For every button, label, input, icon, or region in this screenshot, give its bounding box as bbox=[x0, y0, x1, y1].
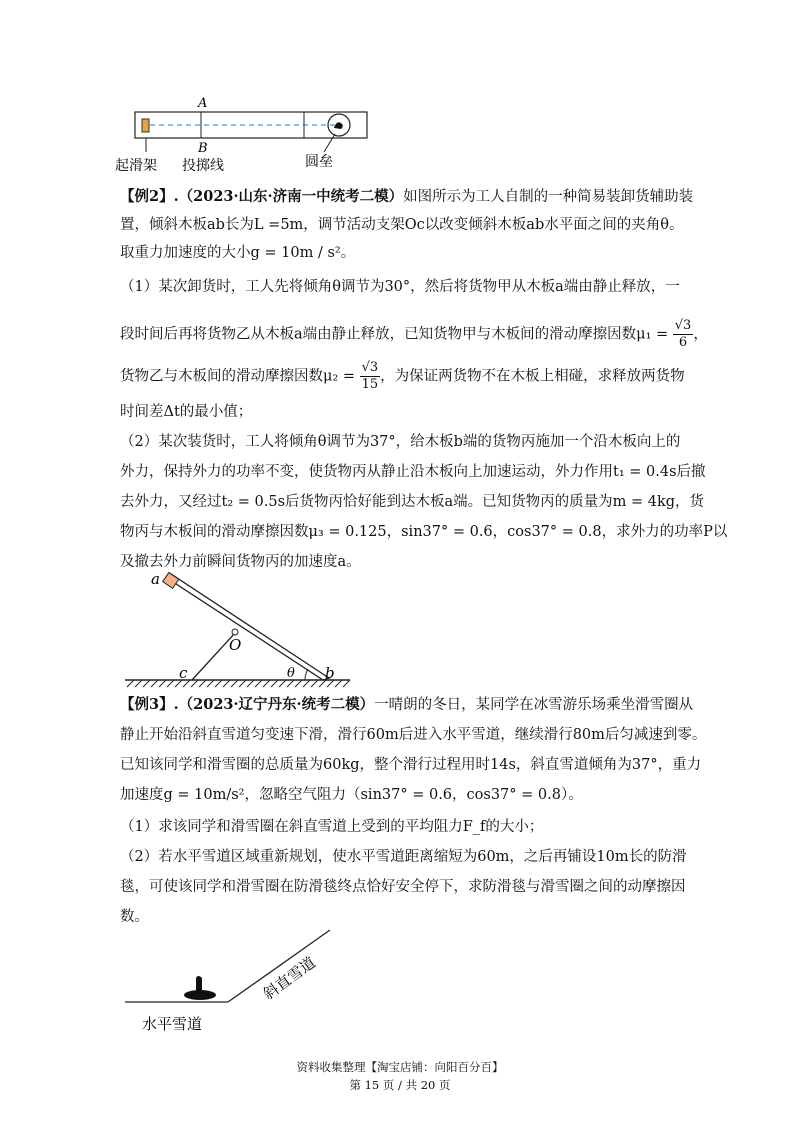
board-ab bbox=[167, 574, 329, 680]
figure-snow-track bbox=[120, 925, 360, 1045]
example-3-question-1: （1）求该同学和滑雪圈在斜直雪道上受到的平均阻力F_f的大小； bbox=[120, 819, 544, 835]
example-3-question-2-line-2: 毯，可使该同学和滑雪圈在防滑毯终点恰好安全停下，求防滑毯与滑雪圈之间的动摩擦因 bbox=[120, 879, 686, 895]
label-house: 圆垒 bbox=[305, 154, 333, 170]
example-3-line-1: 【例3】.（2023·辽宁丹东·统考二模）一晴朗的冬日，某同学在冰雪游乐场乘坐滑雪圈从 bbox=[120, 696, 694, 713]
example-2-p2-line-3: 去外力，又经过t₂ = 0.5s后货物丙恰好能到达木板a端。已知货物丙的质量为m = 4kg，货 bbox=[120, 494, 705, 510]
label-start-rack: 起滑架 bbox=[115, 158, 157, 174]
label-b: b bbox=[325, 664, 335, 682]
start-rack-mark bbox=[142, 119, 149, 132]
example-2-line-2: 置，倾斜木板ab长为L =5m，调节活动支架Oc以改变倾斜木板ab水平面之间的夹角θ。 bbox=[120, 217, 684, 233]
example-2-p2-line-1: （2）某次装货时，工人将倾角θ调节为37°，给木板b端的货物丙施加一个沿木板向上的 bbox=[120, 434, 681, 450]
example-2-p1-line-2: 段时间后再将货物乙从木板a端由静止释放，已知货物甲与木板间的滑动摩擦因数μ₁ = $\frac{√3}{6}$ ， bbox=[120, 318, 708, 350]
fraction-mu2: $\frac{√3}{15}$ bbox=[361, 360, 379, 392]
label-slope: 斜直雪道 bbox=[259, 953, 319, 1004]
example-3-line-2: 静止开始沿斜直雪道匀变速下滑，滑行60m后进入水平雪道，继续滑行80m后匀减速到零。 bbox=[120, 727, 707, 743]
curling-stone bbox=[334, 122, 343, 129]
rider-figure bbox=[196, 976, 202, 992]
example-3-question-2-line-3: 数。 bbox=[120, 909, 149, 925]
example-2-p1-line-3: 货物乙与木板间的滑动摩擦因数μ₂ = $\frac{√3}{15}$ ，为保证两货物不在木板上相碰，求释放两货物 bbox=[120, 360, 685, 392]
pivot-o bbox=[232, 629, 238, 635]
example-2-p2-line-4: 物丙与木板间的滑动摩擦因数μ₃ = 0.125，sin37° = 0.6，cos37° = 0.8，求外力的功率P以 bbox=[120, 524, 728, 540]
ground-hatching bbox=[127, 680, 350, 687]
footer-source: 资料收集整理【淘宝店铺：向阳百分百】 bbox=[296, 1060, 504, 1074]
label-O: O bbox=[229, 636, 242, 654]
snow-tube bbox=[184, 990, 216, 1000]
label-c: c bbox=[179, 664, 188, 682]
label-flat: 水平雪道 bbox=[142, 1015, 203, 1033]
footer-page-number: 第 15 页 / 共 20 页 bbox=[349, 1078, 451, 1092]
example-2-p2-line-5: 及撤去外力前瞬间货物丙的加速度a。 bbox=[120, 554, 361, 570]
label-throw-line: 投掷线 bbox=[182, 158, 224, 174]
fraction-mu1: $\frac{√3}{6}$ bbox=[674, 318, 692, 350]
example-3-source: （2023·辽宁丹东·统考二模） bbox=[178, 696, 375, 713]
example-3-tag: 【例3】. bbox=[120, 696, 179, 713]
label-theta: θ bbox=[287, 666, 295, 681]
example-2-p1-line-4: 时间差Δt的最小值； bbox=[120, 404, 253, 420]
example-2-p2-line-2: 外力，保持外力的功率不变，使货物丙从静止沿木板向上加速运动，外力作用t₁ = 0.4s后撤 bbox=[120, 464, 706, 480]
angle-arc bbox=[305, 669, 308, 680]
example-3-line-3: 已知该同学和滑雪圈的总质量为60kg，整个滑行过程用时14s，斜直雪道倾角为37°，重力 bbox=[120, 757, 702, 773]
leader-right bbox=[324, 134, 335, 152]
label-a: a bbox=[151, 570, 160, 588]
label-A: A bbox=[198, 96, 208, 111]
example-3-question-2-line-1: （2）若水平雪道区域重新规划，使水平雪道距离缩短为60m，之后再铺设10m长的防滑 bbox=[120, 849, 687, 865]
example-2-p1-line-1: （1）某次卸货时，工人先将倾角θ调节为30°，然后将货物甲从木板a端由静止释放，一 bbox=[120, 279, 680, 295]
example-2-line-3: 取重力加速度的大小g = 10m / s²。 bbox=[120, 245, 356, 261]
figure-curling-track bbox=[110, 90, 390, 175]
example-2-source: （2023·山东·济南一中统考二模） bbox=[178, 188, 404, 205]
cargo-block bbox=[163, 572, 179, 588]
figure-inclined-board bbox=[115, 570, 365, 690]
example-3-line-4: 加速度g = 10m/s²，忽略空气阻力（sin37° = 0.6，cos37° = 0.8）。 bbox=[120, 787, 583, 803]
example-2-tag: 【例2】. bbox=[120, 188, 179, 205]
example-2-line-1: 【例2】.（2023·山东·济南一中统考二模）如图所示为工人自制的一种简易装卸货辅助装 bbox=[120, 188, 694, 205]
label-B: B bbox=[198, 141, 208, 156]
